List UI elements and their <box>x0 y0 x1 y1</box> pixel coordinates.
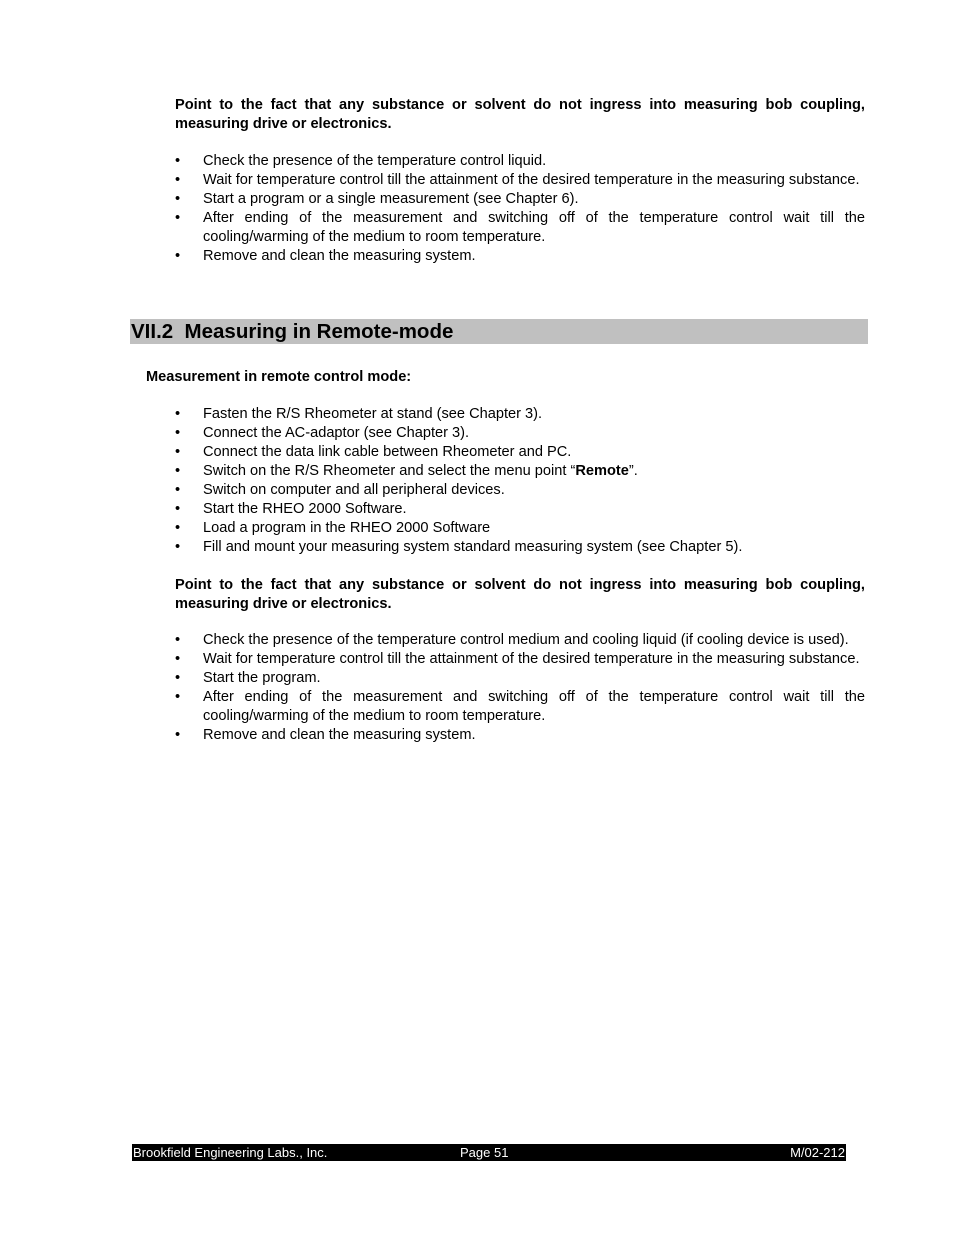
bullet-icon: • <box>175 210 181 226</box>
list-item-text: Connect the data link cable between Rheometer and PC. <box>203 444 572 460</box>
warning-note-2: Point to the fact that any substance or solvent do not ingress into measuring bob coupling, measuring drive or electronics. <box>175 577 865 612</box>
bullet-icon: • <box>175 425 181 441</box>
list-item <box>175 688 865 725</box>
bullet-icon: • <box>175 539 181 555</box>
bullet-icon: • <box>175 670 181 686</box>
list-item <box>175 650 865 669</box>
bullet-list-remote-steps <box>175 631 865 745</box>
list-item-text-part: ”. <box>628 463 638 479</box>
bullet-icon: • <box>175 651 181 667</box>
list-item <box>175 405 865 424</box>
bullet-icon: • <box>175 172 181 188</box>
bullet-icon: • <box>175 520 181 536</box>
list-item-text: Switch on computer and all peripheral devices. <box>203 482 505 498</box>
list-item <box>175 209 865 246</box>
footer-page-number: Page 51 <box>460 1145 509 1160</box>
list-item <box>175 152 865 171</box>
footer-company: Brookfield Engineering Labs., Inc. <box>133 1145 328 1160</box>
section-heading-bar <box>130 319 868 344</box>
list-item-text-part: Switch on the R/S Rheometer and select the menu point “ <box>203 463 576 479</box>
list-item-text: Connect the AC-adaptor (see Chapter 3). <box>203 425 470 441</box>
bullet-icon: • <box>175 632 181 648</box>
list-item <box>175 669 865 688</box>
list-item-text: Start the program. <box>203 670 321 686</box>
bullet-list-local <box>175 152 865 266</box>
list-item <box>175 519 865 538</box>
bullet-icon: • <box>175 689 181 705</box>
bullet-icon: • <box>175 191 181 207</box>
list-item-text: Fill and mount your measuring system standard measuring system (see Chapter 5). <box>203 539 743 555</box>
subheading: Measurement in remote control mode: <box>146 369 412 385</box>
list-item-text: Remove and clean the measuring system. <box>203 247 476 264</box>
list-item-text: Load a program in the RHEO 2000 Software <box>203 520 491 536</box>
menu-point-name: Remote <box>575 463 629 479</box>
list-item <box>175 481 865 500</box>
list-item-text: Fasten the R/S Rheometer at stand (see Chapter 3). <box>203 406 543 422</box>
list-item <box>175 424 865 443</box>
bullet-icon: • <box>175 463 181 479</box>
list-item-text: After ending of the measurement and switching off of the temperature control wait till the cooling/warming of the medium to room temperature. <box>203 689 865 724</box>
list-item <box>175 247 865 266</box>
footer-doc-id: M/02-212 <box>790 1145 845 1160</box>
bullet-icon: • <box>175 444 181 460</box>
bullet-icon: • <box>175 482 181 498</box>
list-item-text: After ending of the measurement and switching off of the temperature control wait till the cooling/warming of the medium to room temperature. <box>203 210 865 245</box>
warning-note-1: Point to the fact that any substance or solvent do not ingress into measuring bob coupling, measuring drive or electronics. <box>175 97 865 132</box>
list-item <box>175 631 865 650</box>
bullet-icon: • <box>175 247 181 264</box>
page-footer <box>132 1144 846 1161</box>
list-item-text: Remove and clean the measuring system. <box>203 726 476 743</box>
bullet-icon: • <box>175 153 181 169</box>
list-item-text: Wait for temperature control till the attainment of the desired temperature in the measuring substance. <box>203 172 860 188</box>
list-item-text: Check the presence of the temperature control liquid. <box>203 153 547 169</box>
list-item <box>175 462 865 481</box>
list-item-text <box>203 462 865 481</box>
list-item-text: Check the presence of the temperature control medium and cooling liquid (if cooling device is used). <box>203 632 849 648</box>
bullet-icon: • <box>175 406 181 422</box>
bullet-list-remote <box>175 405 865 557</box>
list-item <box>175 171 865 190</box>
section-heading: VII.2 Measuring in Remote-mode <box>131 320 454 343</box>
list-item <box>175 190 865 209</box>
list-item-text: Start the RHEO 2000 Software. <box>203 501 407 517</box>
list-item <box>175 726 865 745</box>
list-item-text: Wait for temperature control till the attainment of the desired temperature in the measuring substance. <box>203 651 860 667</box>
list-item <box>175 443 865 462</box>
bullet-icon: • <box>175 501 181 517</box>
list-item <box>175 500 865 519</box>
bullet-icon: • <box>175 726 181 743</box>
list-item <box>175 538 865 557</box>
list-item-text: Start a program or a single measurement (see Chapter 6). <box>203 191 579 207</box>
